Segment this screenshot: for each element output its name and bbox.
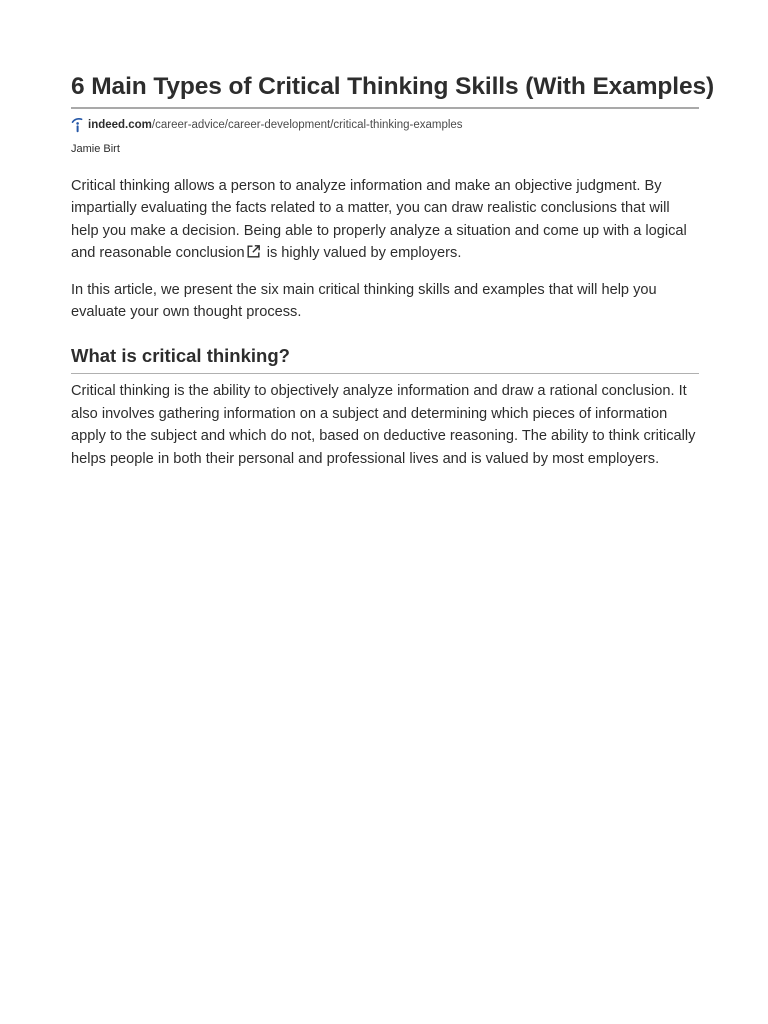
article-paragraph: In this article, we present the six main critical thinking skills and examples that will help you evaluate your own thought process. <box>71 281 657 321</box>
intro-text: Critical thinking allows a person to analyze information and make an objective judgment. By impartially evaluating the facts related to a matter, you can draw realistic conclusions that will help you make a decision. Being able to properly analyze a situation and come up with a logical and reasonable conclusion <box>71 178 687 262</box>
section-divider <box>71 373 699 374</box>
section-heading: What is critical thinking? <box>71 345 290 367</box>
intro-paragraph <box>71 175 701 265</box>
title-divider <box>71 107 699 109</box>
intro-text-end: is highly valued by employers. <box>262 245 462 262</box>
external-link-icon[interactable] <box>246 244 261 259</box>
indeed-logo-icon <box>71 117 83 133</box>
page-title: 6 Main Types of Critical Thinking Skills (With Examples) <box>71 73 715 100</box>
source-link[interactable] <box>88 117 463 133</box>
author-name: Jamie Birt <box>71 143 120 155</box>
source-line <box>71 117 698 133</box>
section-paragraph: Critical thinking is the ability to objectively analyze information and draw a rational conclusion. It also involves gathering information on a subject and determining which pieces of information apply to the subject and which do not, based on deductive reasoning. The ability to think critically helps people in both their personal and professional lives and is valued by most employers. <box>71 383 696 467</box>
source-path: /career-advice/career-development/critical-thinking-examples <box>151 119 463 131</box>
source-domain: indeed.com <box>88 119 152 131</box>
